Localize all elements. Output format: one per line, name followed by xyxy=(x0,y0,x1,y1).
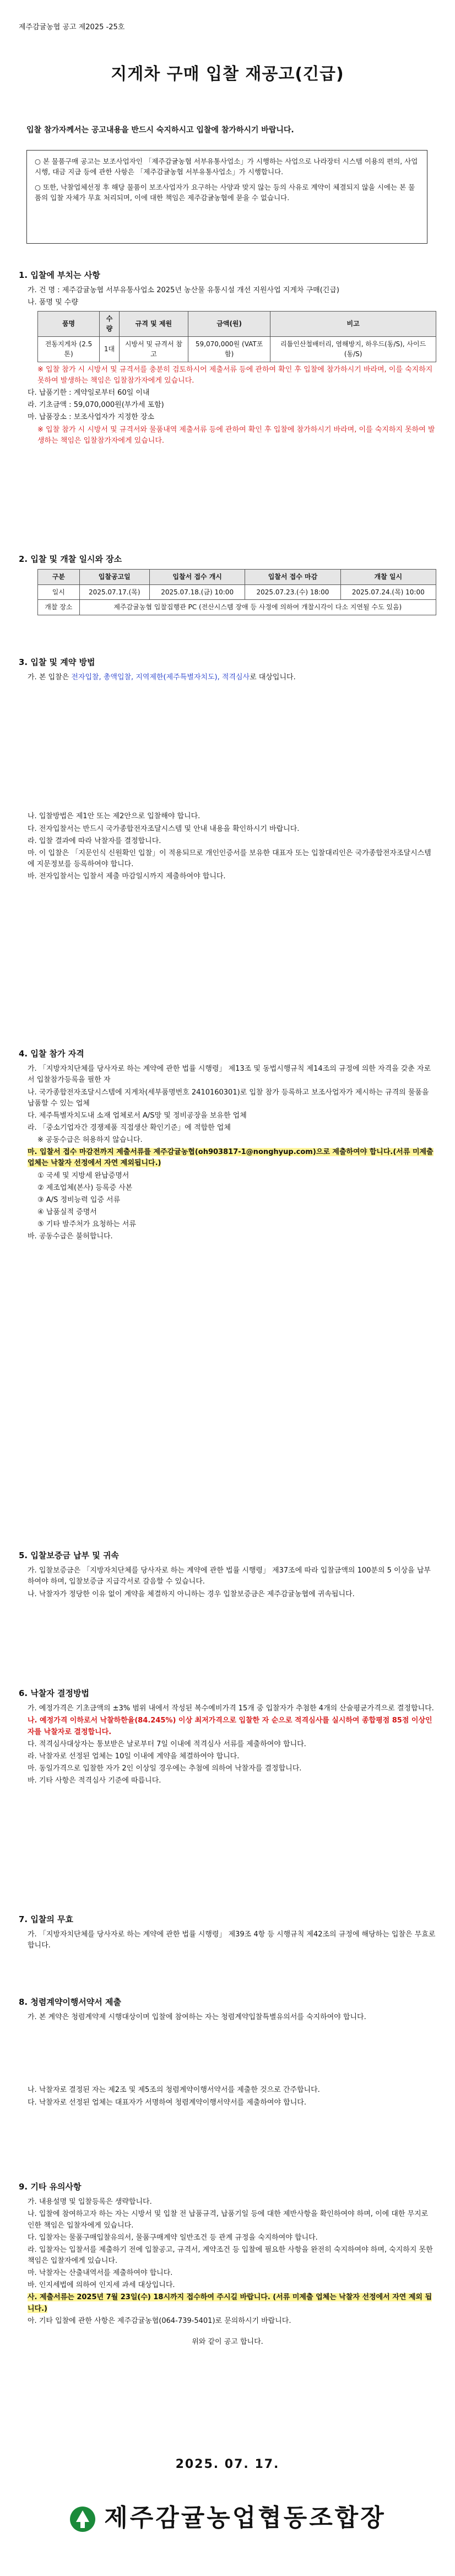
contract-method: 전자입찰, 총액입찰, 지역제한(제주특별자치도), 적격심사 xyxy=(71,673,250,682)
text-line: 가. 입찰보증금은 「지방자치단체를 당사자로 하는 계약에 관한 법률 시행령」 제37조에 따라 입찰금액의 100분의 5 이상을 납부하여야 하며, 입찰보증금 지급각서로 갈음할 수 있습니다. xyxy=(28,1566,431,1586)
text-line: 가. 본 계약은 청렴계약제 시행대상이며 입찰에 참여하는 자는 청렴계약입찰특별유의서를 숙지하여야 합니다. xyxy=(28,2013,366,2022)
notice-item: ○ 또한, 낙찰업체선정 후 해당 물품이 보조사업자가 요구하는 사양과 맞지 않는 등의 사유로 계약이 체결되지 않을 시에는 본 물품의 입찰 자체가 무효 처리되며, 이에 대한 책임은 제주감귤농협에 묻을 수 없습니다. xyxy=(35,183,415,202)
text-line: 마. 낙찰자는 산출내역서를 제출하여야 합니다. xyxy=(28,2269,173,2278)
table-cell: 2025.07.18.(금) 10:00 xyxy=(149,584,245,600)
table-row xyxy=(38,336,436,362)
section-4 xyxy=(19,1048,436,1243)
section-title: 7. 입찰의 무효 xyxy=(19,1914,74,1924)
warning-note: ※ 입찰 참가 시 시방서 및 규격서와 물품내역 제출서류 등에 관하여 확인 후 입찰에 참가하시기 바라며, 이를 숙지하지 못하여 발생하는 책임은 입찰참가자에게 있습니다. xyxy=(37,425,435,445)
text-line: ※ 공동수급은 허용하지 않습니다. xyxy=(37,1136,143,1145)
table-cell: 개찰 장소 xyxy=(38,600,80,615)
text-line: 나. 품명 및 수량 xyxy=(28,298,78,307)
text-line: 라. 낙찰자로 선정된 업체는 10일 이내에 계약을 체결하여야 합니다. xyxy=(28,1752,240,1761)
emphasis-text: 나. 예정가격 이하로서 낙찰하한율(84.245%) 이상 최저가격으로 입찰한 자 순으로 적격심사를 실시하여 종합평점 85점 이상인 자를 낙찰자로 결정합니다. xyxy=(28,1716,432,1736)
table-header: 규격 및 제원 xyxy=(119,311,188,336)
text-line: 가. 「지방자치단체를 당사자로 하는 계약에 관한 법률 시행령」 제13조 및 동법시행규칙 제14조의 규정에 의한 자격을 갖춘 자로서 입찰참가등록을 필한 자 xyxy=(28,1065,431,1085)
text-line: 나. 국가종합전자조달시스템에 지게차(세부품명번호 2410160301)로 입찰 참가 등록하고 보조사업자가 제시하는 규격의 물품을 납품할 수 있는 업체 xyxy=(28,1088,429,1108)
table-header: 수량 xyxy=(100,311,120,336)
text-line: 라. 「중소기업자간 경쟁제품 직접생산 확인기준」에 적합한 업체 xyxy=(28,1123,231,1132)
text-line: 바. 인지세법에 의하여 인지세 과세 대상입니다. xyxy=(28,2281,175,2290)
text-line: 마. 동일가격으로 입찰한 자가 2인 이상일 경우에는 추첨에 의하여 낙찰자를 결정합니다. xyxy=(28,1764,302,1773)
text-line: 아. 기타 입찰에 관한 사항은 제주감귤농협(064-739-5401)로 문의하시기 바랍니다. xyxy=(28,2316,291,2325)
text-line: 나. 낙찰자로 결정된 자는 제2조 및 제5조의 청렴계약이행서약서를 제출한 것으로 간주합니다. xyxy=(28,2086,320,2095)
table-cell: 59,070,000원 (VAT포함) xyxy=(188,336,270,362)
doc-item: ④ 납품실적 증명서 xyxy=(37,1208,97,1216)
text-line: 라. 입찰 결과에 따라 낙찰자를 결정합니다. xyxy=(28,836,161,845)
text-line: 나. 입찰방법은 제1안 또는 제2안으로 입찰해야 합니다. xyxy=(28,812,201,821)
section-title: 1. 입찰에 부치는 사항 xyxy=(19,270,100,280)
table-header: 입찰서 접수 개시 xyxy=(149,570,245,585)
table-header: 비고 xyxy=(270,311,436,336)
section-3 xyxy=(19,656,436,883)
text-line: 나. 입찰에 참여하고자 하는 자는 시방서 및 입찰 전 납품규격, 납품기일 등에 대한 제반사항을 확인하여야 하며, 이에 대한 무지로 인한 책임은 입찰자에게 있습니다. xyxy=(28,2210,429,2230)
section-title: 3. 입찰 및 계약 방법 xyxy=(19,657,95,667)
section-7 xyxy=(19,1913,436,1953)
text-line: 가. 내용설명 및 입찰등록은 생략합니다. xyxy=(28,2198,152,2207)
announcement-date: 2025. 07. 17. xyxy=(175,2457,280,2471)
text-line: 나. 낙찰자가 정당한 이유 없이 계약을 체결하지 아니하는 경우 입찰보증금은 제주감귤농협에 귀속됩니다. xyxy=(28,1590,355,1598)
highlight-line xyxy=(19,1147,436,1169)
warning-note: ※ 입찰 참가 시 시방서 및 규격서를 충분히 검토하시어 제출서류 등에 관하여 확인 후 입찰에 참가하시기 바라며, 이를 숙지하지 못하여 발생하는 책임은 입찰참가자에게 있습니다. xyxy=(37,365,433,385)
table-header: 입찰공고일 xyxy=(79,570,149,585)
section-title: 8. 청렴계약이행서약서 제출 xyxy=(19,1997,121,2007)
text-line: 마. 이 입찰은 「지문인식 신원확인 입찰」이 적용되므로 개인인증서를 보유한 대표자 또는 입찰대리인은 국가종합전자조달시스템에 지문정보를 등록하여야 합니다. xyxy=(28,849,431,868)
table-cell: 일시 xyxy=(38,584,80,600)
doc-item: ② 제조업체(본사) 등록증 사본 xyxy=(37,1183,133,1192)
section-title: 9. 기타 유의사항 xyxy=(19,2182,82,2192)
table-header: 금액(원) xyxy=(188,311,270,336)
closing-line: 위와 같이 공고 합니다. xyxy=(192,2337,263,2346)
text-line: 라. 입찰자는 입찰서를 제출하기 전에 입찰공고, 규격서, 계약조건 등 입찰에 필요한 사항을 완전히 숙지하여야 하며, 숙지하지 못한 책임은 입찰자에게 있습니다. xyxy=(28,2245,433,2265)
text-line: 가. 예정가격은 기초금액의 ±3% 범위 내에서 작성된 복수예비가격 15개 중 입찰자가 추첨한 4개의 산술평균가격으로 결정합니다. xyxy=(28,1704,434,1713)
section-title: 2. 입찰 및 개찰 일시와 장소 xyxy=(19,554,122,564)
text-line: 바. 전자입찰서는 입찰서 제출 마감일시까지 제출하여야 합니다. xyxy=(28,872,226,881)
table-header: 구분 xyxy=(38,570,80,585)
section-title: 6. 낙찰자 결정방법 xyxy=(19,1688,90,1698)
table-cell: 2025.07.23.(수) 18:00 xyxy=(245,584,340,600)
section-title: 4. 입찰 참가 자격 xyxy=(19,1049,84,1059)
table-cell: 1대 xyxy=(100,336,120,362)
text-line: 다. 제주특별자치도내 소재 업체로서 A/S망 및 정비공장을 보유한 업체 xyxy=(28,1111,247,1120)
section-8 xyxy=(19,1996,436,2110)
text-line: 가. 건 명 : 제주감귤농협 서부유통사업소 2025년 농산물 유통시설 개선 지원사업 지게차 구매(긴급) xyxy=(28,286,339,295)
text-line: 다. 전자입찰서는 반드시 국가종합전자조달시스템 및 안내 내용을 확인하시기 바랍니다. xyxy=(28,824,300,833)
doc-item: ① 국세 및 지방세 완납증명서 xyxy=(37,1171,129,1180)
section-title: 5. 입찰보증금 납부 및 귀속 xyxy=(19,1550,119,1560)
table-header: 개찰 일시 xyxy=(340,570,436,585)
table-cell: 시방서 및 규격서 참고 xyxy=(119,336,188,362)
table-cell: 전동지게차 (2.5톤) xyxy=(38,336,100,362)
table-header: 품명 xyxy=(38,311,100,336)
table-cell: 2025.07.24.(목) 10:00 xyxy=(340,584,436,600)
schedule-table xyxy=(37,569,436,615)
table-cell: 리튬인산철배터리, 염해방지, 하우드(동/S), 사이드(동/S) xyxy=(270,336,436,362)
highlight-text: 사. 제출서류는 2025년 7월 23일(수) 18시까지 접수하여 주시길 바랍니다. (서류 미제출 업체는 낙찰자 선정에서 자연 제외 됩니다.) xyxy=(28,2293,432,2313)
text-line: 바. 기타 사항은 적격심사 기준에 따릅니다. xyxy=(28,1777,161,1785)
table-row xyxy=(38,600,436,615)
text-line xyxy=(19,672,436,683)
table-cell: 제주감귤농협 입찰집행관 PC (전산시스템 장애 등 사정에 의하여 개찰시각이 다소 지연될 수도 있음) xyxy=(79,600,436,615)
text-line: 다. 낙찰자로 선정된 업체는 대표자가 서명하여 청렴계약이행서약서를 제출하여야 합니다. xyxy=(28,2098,306,2107)
notice-item: ○ 본 물품구매 공고는 보조사업자인 「제주감귤농협 서부유통사업소」가 시행하는 사업으로 나라장터 시스템 이용의 편의, 사업 시행, 대금 지급 등에 관한 사항은 「제주감귤농협 서부유통사업소」가 시행합니다. xyxy=(35,157,418,176)
announcement-number: 제주감귤농협 공고 제2025 -25호 xyxy=(19,23,125,31)
text-line: 가. 「지방자치단체를 당사자로 하는 계약에 관한 법률 시행령」 제39조 4항 등 시행규칙 제42조의 규정에 해당하는 입찰은 무효로 합니다. xyxy=(28,1930,436,1950)
text-line: 바. 공동수급은 불허합니다. xyxy=(28,1232,113,1241)
doc-item: ③ A/S 정비능력 입증 서류 xyxy=(37,1195,121,1204)
text-line: 마. 납품장소 : 보조사업자가 지정한 장소 xyxy=(28,413,155,422)
section-9 xyxy=(19,2181,436,2348)
nonghyup-logo-icon xyxy=(69,2505,96,2533)
doc-item: ⑤ 기타 발주처가 요청하는 서류 xyxy=(37,1220,136,1229)
text-span: 가. 본 입찰은 xyxy=(28,673,72,682)
text-line: 다. 입찰자는 물품구매입찰유의서, 물품구매계약 일반조건 등 관계 규정을 숙지하여야 합니다. xyxy=(28,2233,318,2242)
section-6 xyxy=(19,1687,436,1788)
text-line: 라. 기초금액 : 59,070,000원(부가세 포함) xyxy=(28,401,164,410)
table-cell: 2025.07.17.(목) xyxy=(79,584,149,600)
text-line xyxy=(19,1715,436,1737)
organization-name: 제주감귤농업협동조합장 xyxy=(104,2504,386,2532)
section-1 xyxy=(19,269,436,448)
section-2 xyxy=(19,553,436,615)
notice-line: 입찰 참가자께서는 공고내용을 반드시 숙지하시고 입찰에 참가하시기 바랍니다. xyxy=(26,126,294,135)
highlight-text: 마. 입찰서 접수 마감전까지 제출서류를 제주감귤농협(oh903817-1@nonghyup.com)으로 제출하여야 합니다.(서류 미제출 업체는 낙찰자 선정에서 자연 제외됩니다.) xyxy=(28,1148,434,1168)
section-5 xyxy=(19,1549,436,1601)
page-title: 지게차 구매 입찰 재공고(긴급) xyxy=(111,65,344,84)
item-table xyxy=(37,311,436,362)
table-row xyxy=(38,584,436,600)
text-line: 다. 납품기한 : 계약일로부터 60일 이내 xyxy=(28,389,150,398)
text-line: 다. 적격심사대상자는 통보받은 날로부터 7일 이내에 적격심사 서류를 제출하여야 합니다. xyxy=(28,1740,306,1748)
notice-box xyxy=(26,150,427,244)
highlight-line xyxy=(19,2292,436,2314)
organization-signature xyxy=(0,2499,455,2537)
text-span: 로 대상입니다. xyxy=(250,673,296,682)
table-header: 입찰서 접수 마감 xyxy=(245,570,340,585)
